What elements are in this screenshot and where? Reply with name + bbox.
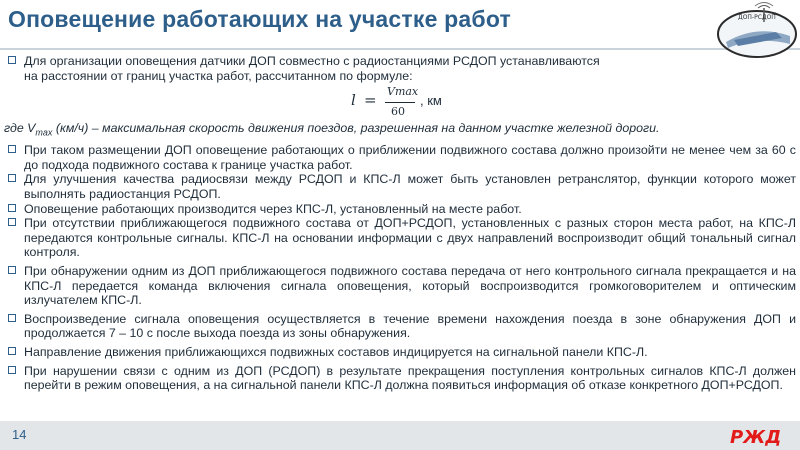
list-item <box>6 345 796 360</box>
list-item-text: Для улучшения качества радиосвязи между РСДОП и КПС-Л может быть установлен ретранслятор, функции которого может выполнять радиостанция РСДОП. <box>24 172 796 202</box>
formula-numerator: Vmax <box>387 85 419 99</box>
bullet-icon <box>8 56 16 64</box>
formula-lhs: l <box>351 91 356 110</box>
bullet-icon <box>8 218 16 226</box>
bullet-icon <box>8 366 16 374</box>
page-number: 14 <box>12 427 27 442</box>
formula-explanation <box>4 121 796 140</box>
intro-line-2: на расстоянии от границ участка работ, рассчитанном по формуле: <box>24 68 413 83</box>
footer-band <box>0 421 800 450</box>
list-item-text: При обнаружении одним из ДОП приближающегося подвижного состава передача от него контрольного сигнала прекращается и на КПС-Л передается команда включения сигнала оповещения, который воспроизводится громкоговорителем и оптическим излучателем КПС-Л. <box>24 264 796 308</box>
rzd-logo-icon <box>728 424 790 448</box>
list-item <box>6 216 796 260</box>
list-item-text: При отсутствии приближающегося подвижного состава от ДОП+РСДОП, установленных с разных сторон места работ, на КПС-Л передаются контрольные сигналы. КПС-Л на основании информации с двух направлений воспроизводит общий тональный сигнал контроля. <box>24 216 796 260</box>
distance-formula <box>6 85 796 121</box>
list-item <box>6 143 796 172</box>
intro-line-1: Для организации оповещения датчики ДОП совместно с радиостанциями РСДОП устанавливаются <box>24 54 600 68</box>
where-text: (км/ч) – максимальная скорость движения поездов, разрешенная на данном участке железной дороги. <box>52 121 660 136</box>
list-item <box>6 172 796 201</box>
formula-equals: = <box>364 91 377 110</box>
list-item <box>6 312 796 341</box>
list-item-text: Оповещение работающих производится через КПС-Л, установленный на месте работ. <box>24 201 522 216</box>
title-divider <box>0 48 800 50</box>
logo-text: ДОП-РСДОП <box>738 14 776 21</box>
train-logo-icon <box>716 2 798 60</box>
title-band <box>0 0 800 46</box>
list-item-text: При нарушении связи с одним из ДОП (РСДОП) в результате прекращения поступления контрольных сигналов КПС-Л должен перейти в режим оповещения, а на сигнальной панели КПС-Л должна появиться информация об отказе конкретного ДОП+РСДОП. <box>24 363 796 393</box>
bullet-icon <box>8 314 16 322</box>
formula-denominator: 60 <box>391 105 405 119</box>
bullet-icon <box>8 204 16 212</box>
bullet-icon <box>8 266 16 274</box>
list-item-text: При таком размещении ДОП оповещение работающих о приближении подвижного состава должно произойти не менее чем за 60 с до подхода подвижного состава к границе участка работ. <box>24 143 796 172</box>
where-subscript: max <box>35 127 53 138</box>
bullet-icon <box>8 174 16 182</box>
bullet-icon <box>8 145 16 153</box>
list-item-text: Воспроизведение сигнала оповещения осуществляется в течение времени нахождения поезда в зоне обнаружения ДОП и продолжается 7 – 10 с после выхода поезда из зоны обнаружения. <box>24 311 796 341</box>
slide-content <box>6 54 796 393</box>
fraction-bar <box>385 102 415 103</box>
list-item-text: Направление движения приближающихся подвижных составов индицируется на сигнальной панели КПС-Л. <box>24 344 648 359</box>
bullet-icon <box>8 347 16 355</box>
formula-unit: , км <box>420 93 442 109</box>
list-item <box>6 364 796 393</box>
list-item <box>6 264 796 308</box>
where-prefix: где V <box>4 121 36 136</box>
intro-item <box>6 54 796 83</box>
brand-text: РЖД <box>730 427 782 448</box>
page-title: Оповещение работающих на участке работ <box>8 6 511 32</box>
list-item <box>6 202 796 217</box>
